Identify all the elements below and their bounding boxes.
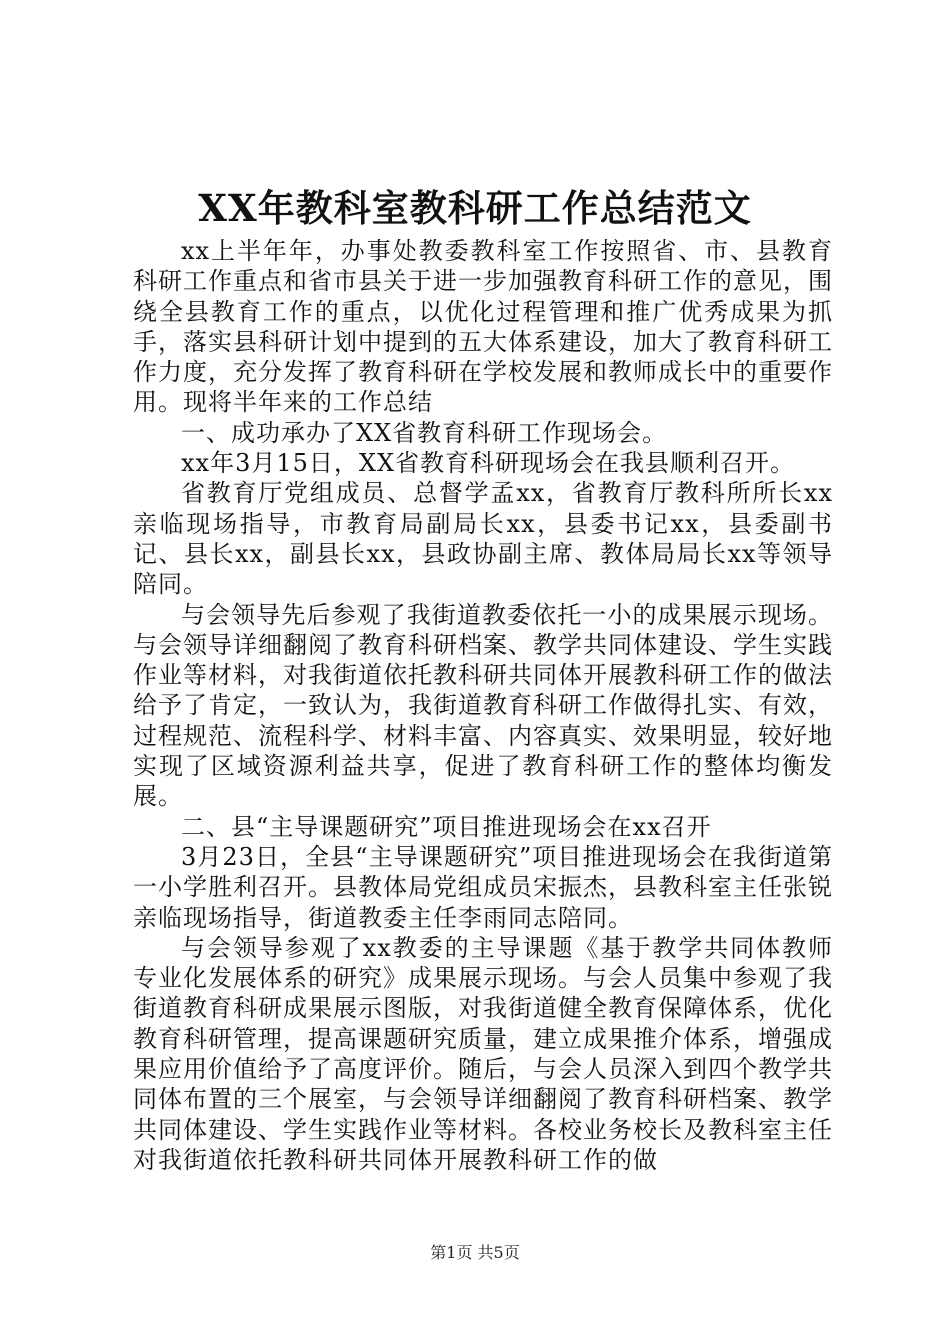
section-heading: 一、成功承办了XX省教育科研工作现场会。 <box>181 418 668 447</box>
paragraph: xx年3月15日，XX省教育科研现场会在我县顺利召开。 <box>181 449 796 478</box>
section-heading: 二、县“主导课题研究”项目推进现场会在xx召开 <box>181 812 712 841</box>
paragraph: 3月23日，全县“主导课题研究”项目推进现场会在我街道第一小学胜利召开。县教体局党组成员宋振杰，县教科室主任张锐亲临现场指导，街道教委主任李雨同志陪同。 <box>133 842 833 932</box>
paragraph: 省教育厅党组成员、总督学孟xx，省教育厅教科所所长xx亲临现场指导，市教育局副局长xx，县委书记xx，县委副书记、县长xx，副县长xx，县政协副主席、教体局局长xx等领导陪同。 <box>133 479 833 599</box>
paragraph: xx上半年年，办事处教委教科室工作按照省、市、县教育科研工作重点和省市县关于进一步加强教育科研工作的意见，围绕全县教育工作的重点，以优化过程管理和推广优秀成果为抓手，落实县科研计划中提到的五大体系建设，加大了教育科研工作力度，充分发挥了教育科研在学校发展和教师成长中的重要作用。现将半年来的工作总结 <box>133 237 833 417</box>
document-body <box>133 236 833 1175</box>
page-number: 第1页 共5页 <box>430 1243 520 1262</box>
page-title: XX年教科室教科研工作总结范文 <box>198 186 752 230</box>
paragraph: 与会领导参观了xx教委的主导课题《基于教学共同体教师专业化发展体系的研究》成果展示现场。与会人员集中参观了我街道教育科研成果展示图版，对我街道健全教育保障体系，优化教育科研管理，提高课题研究质量，建立成果推介体系，增强成果应用价值给予了高度评价。随后，与会人员深入到四个教学共同体布置的三个展室，与会领导详细翻阅了教育科研档案、教学共同体建设、学生实践作业等材料。各校业务校长及教科室主任对我街道依托教科研共同体开展教科研工作的做 <box>133 933 833 1174</box>
paragraph: 与会领导先后参观了我街道教委依托一小的成果展示现场。与会领导详细翻阅了教育科研档案、教学共同体建设、学生实践作业等材料，对我街道依托教科研共同体开展教科研工作的做法给予了肯定，一致认为，我街道教育科研工作做得扎实、有效，过程规范、流程科学、材料丰富、内容真实、效果明显，较好地实现了区域资源利益共享，促进了教育科研工作的整体均衡发展。 <box>133 600 833 811</box>
